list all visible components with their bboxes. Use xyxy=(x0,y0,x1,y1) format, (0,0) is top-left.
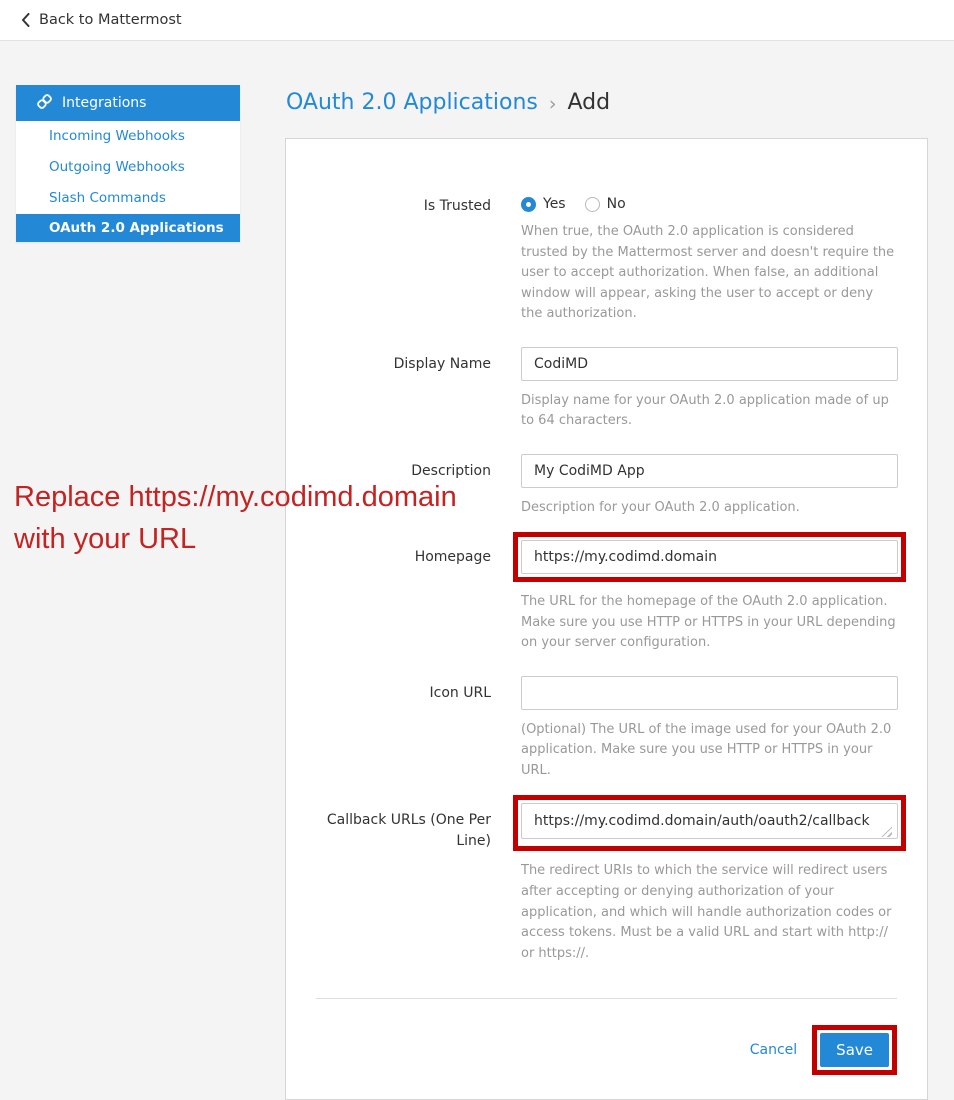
callback-urls-textarea[interactable] xyxy=(521,803,898,839)
callback-urls-highlight-box xyxy=(513,795,906,851)
radio-selected-icon[interactable] xyxy=(521,197,536,212)
cancel-button[interactable]: Cancel xyxy=(749,1042,798,1059)
icon-url-help: (Optional) The URL of the image used for your OAuth 2.0 application. Make sure you use HTTP or HTTPS in your URL. xyxy=(521,721,892,778)
back-to-mattermost-link[interactable] xyxy=(21,12,182,28)
homepage-help: The URL for the homepage of the OAuth 2.0 application. Make sure you use HTTP or HTTPS in your URL depending on your server configuration. xyxy=(521,594,896,651)
homepage-input[interactable] xyxy=(521,540,898,574)
callback-urls-help: The redirect URIs to which the service will redirect users after accepting or denying authorization of your application, and which will handle authorization codes or access tokens. Must be a valid URL and start with http:// or https://. xyxy=(521,863,892,961)
sidebar xyxy=(16,85,240,242)
back-label: Back to Mattermost xyxy=(39,12,182,28)
display-name-input[interactable] xyxy=(521,347,898,381)
icon-url-label: Icon URL xyxy=(429,684,491,701)
link-icon xyxy=(37,94,52,113)
annotation-line-1: Replace https://my.codimd.domain xyxy=(14,481,457,513)
is-trusted-radio-no[interactable] xyxy=(585,196,626,212)
display-name-label: Display Name xyxy=(393,355,491,372)
back-chevron-icon xyxy=(21,13,30,27)
radio-unselected-icon[interactable] xyxy=(585,197,600,212)
is-trusted-help: When true, the OAuth 2.0 application is considered trusted by the Mattermost server and doesn't require the user to accept authorization. When false, an additional window will appear, asking the user to accept or deny the authorization. xyxy=(521,224,895,322)
sidebar-item-slash-commands[interactable]: Slash Commands xyxy=(49,189,166,206)
homepage-label: Homepage xyxy=(414,549,491,566)
form-actions xyxy=(286,999,927,1075)
sidebar-items xyxy=(16,121,240,242)
save-button[interactable]: Save xyxy=(820,1033,889,1067)
breadcrumb-parent-link[interactable]: OAuth 2.0 Applications xyxy=(286,90,538,115)
form-group-callback-urls xyxy=(286,803,927,964)
is-trusted-label: Is Trusted xyxy=(423,198,491,214)
sidebar-header-integrations xyxy=(16,85,240,121)
is-trusted-radio-yes[interactable] xyxy=(521,196,566,212)
breadcrumb xyxy=(286,90,610,115)
annotation-line-2: with your URL xyxy=(14,523,197,556)
radio-no-label: No xyxy=(606,196,626,212)
icon-url-input[interactable] xyxy=(521,676,898,710)
display-name-help: Display name for your OAuth 2.0 application made of up to 64 characters. xyxy=(521,392,889,429)
sidebar-item-incoming-webhooks[interactable]: Incoming Webhooks xyxy=(49,128,185,144)
form-group-is-trusted xyxy=(286,189,927,325)
description-input[interactable] xyxy=(521,454,898,488)
form-group-icon-url xyxy=(286,676,927,782)
sidebar-header-label: Integrations xyxy=(62,95,147,111)
description-help: Description for your OAuth 2.0 application. xyxy=(521,499,800,515)
is-trusted-radio-group xyxy=(521,189,898,212)
callback-urls-label: Callback URLs (One Per Line) xyxy=(326,812,491,849)
radio-yes-label: Yes xyxy=(543,196,566,212)
save-highlight-box xyxy=(812,1025,897,1075)
breadcrumb-current: Add xyxy=(567,90,611,115)
description-label: Description xyxy=(411,462,491,479)
topbar xyxy=(0,0,954,41)
sidebar-item-oauth-applications[interactable]: OAuth 2.0 Applications xyxy=(16,214,240,243)
oauth-add-form-panel xyxy=(285,138,928,1100)
homepage-highlight-box xyxy=(513,532,906,582)
sidebar-item-outgoing-webhooks[interactable]: Outgoing Webhooks xyxy=(49,158,185,175)
annotation-text xyxy=(14,476,457,560)
form-group-display-name xyxy=(286,347,927,432)
breadcrumb-separator-icon: › xyxy=(548,92,557,115)
